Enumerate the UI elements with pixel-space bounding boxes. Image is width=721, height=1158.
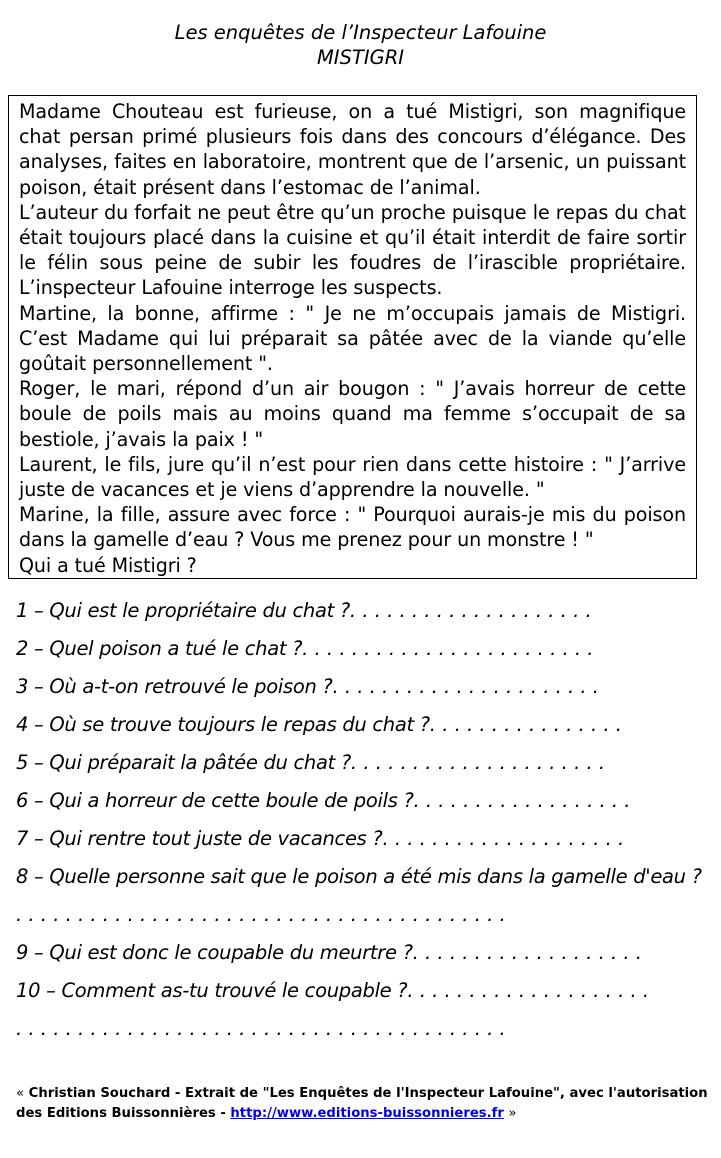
header bbox=[0, 20, 721, 70]
answer-dots: . . . . . . . . . . . . . . . . . . . . . . . . bbox=[302, 637, 594, 660]
question-5 bbox=[16, 750, 706, 788]
close-quote: » bbox=[508, 1106, 517, 1121]
story-title: MISTIGRI bbox=[316, 46, 405, 69]
answer-dots: . . . . . . . . . . . . . . . . . . . . bbox=[382, 827, 625, 850]
answer-dots: . . . . . . . . . . . . . . . . . . . . . bbox=[350, 751, 606, 774]
question-9 bbox=[16, 940, 706, 978]
question-1 bbox=[16, 598, 706, 636]
story-paragraph: Roger, le mari, répond d’un air bougon : " J’avais horreur de cette boule de poils mais au moins quand ma femme s’occupait de sa bestiole, j’avais la paix ! " bbox=[19, 377, 686, 451]
answer-dots: . . . . . . . . . . . . . . . . . . . . bbox=[349, 599, 592, 622]
answer-dots: . . . . . . . . . . . . . . . . . . bbox=[413, 789, 631, 812]
question-text: 6 – Qui a horreur de cette boule de poils ? bbox=[16, 789, 414, 812]
question-7 bbox=[16, 826, 706, 864]
answer-dots: . . . . . . . . . . . . . . . . . . . . bbox=[407, 979, 650, 1002]
credit-text: Christian Souchard - Extrait de "Les Enquêtes de l'Inspecteur Lafouine", avec l'autorisation des Editions Buissonnières - bbox=[16, 1086, 708, 1121]
answer-dots: . . . . . . . . . . . . . . . . . . . . . . . . . . . . . . . . . . . . . . . . bbox=[16, 1017, 506, 1040]
answer-line-8 bbox=[16, 902, 706, 940]
story-box bbox=[8, 95, 697, 579]
question-6 bbox=[16, 788, 706, 826]
story-paragraph: Marine, la fille, assure avec force : " Pourquoi aurais-je mis du poison dans la gamelle d’eau ? Vous me prenez pour un monstre ! " bbox=[19, 503, 686, 552]
question-text: 7 – Qui rentre tout juste de vacances ? bbox=[16, 827, 383, 850]
question-4 bbox=[16, 712, 706, 750]
series-title: Les enquêtes de l’Inspecteur Lafouine bbox=[174, 21, 547, 44]
question-3 bbox=[16, 674, 706, 712]
question-text: 2 – Quel poison a tué le chat ? bbox=[16, 637, 303, 660]
question-text: 1 – Qui est le propriétaire du chat ? bbox=[16, 599, 350, 622]
publisher-link[interactable]: http://www.editions-buissonnieres.fr bbox=[230, 1106, 504, 1121]
question-list bbox=[16, 598, 706, 1054]
credit-line bbox=[16, 1084, 711, 1124]
open-quote: « bbox=[16, 1086, 25, 1101]
question-text: 5 – Qui préparait la pâtée du chat ? bbox=[16, 751, 351, 774]
story-paragraph: L’auteur du forfait ne peut être qu’un proche puisque le repas du chat était toujours placé dans la cuisine et qu’il était interdit de faire sortir le félin sous peine de subir les foudres de l’irascible propriétaire. L’inspecteur Lafouine interroge les suspects. bbox=[19, 200, 686, 300]
question-text: 10 – Comment as-tu trouvé le coupable ? bbox=[16, 979, 408, 1002]
question-text: 4 – Où se trouve toujours le repas du chat ? bbox=[16, 713, 430, 736]
answer-dots: . . . . . . . . . . . . . . . . . . . . . . . . . . . . . . . . . . . . . . . . bbox=[16, 903, 506, 926]
answer-dots: . . . . . . . . . . . . . . . . . . . bbox=[412, 941, 642, 964]
answer-line-10 bbox=[16, 1016, 706, 1054]
answer-dots: . . . . . . . . . . . . . . . . bbox=[429, 713, 622, 736]
question-8 bbox=[16, 864, 706, 902]
question-10 bbox=[16, 978, 706, 1016]
question-text: 9 – Qui est donc le coupable du meurtre ? bbox=[16, 941, 413, 964]
story-paragraph: Madame Chouteau est furieuse, on a tué Mistigri, son magnifique chat persan primé plusieurs fois dans des concours d’élégance. Des analyses, faites en laboratoire, montrent que de l’arsenic, un puissant poison, était présent dans l’estomac de l’animal. bbox=[19, 100, 686, 199]
question-text: 3 – Où a-t-on retrouvé le poison ? bbox=[16, 675, 333, 698]
story-question: Qui a tué Mistigri ? bbox=[19, 553, 197, 577]
question-text: 8 – Quelle personne sait que le poison a été mis dans la gamelle d'eau ? bbox=[16, 865, 702, 888]
question-2 bbox=[16, 636, 706, 674]
story-paragraph: Laurent, le fils, jure qu’il n’est pour rien dans cette histoire : " J’arrive juste de vacances et je viens d’apprendre la nouvelle. " bbox=[19, 452, 686, 502]
answer-dots: . . . . . . . . . . . . . . . . . . . . . . bbox=[332, 675, 600, 698]
story-paragraph: Martine, la bonne, affirme : " Je ne m’occupais jamais de Mistigri. C’est Madame qui lui préparait sa pâtée avec de la viande qu’elle goûtait personnellement ". bbox=[19, 301, 686, 376]
